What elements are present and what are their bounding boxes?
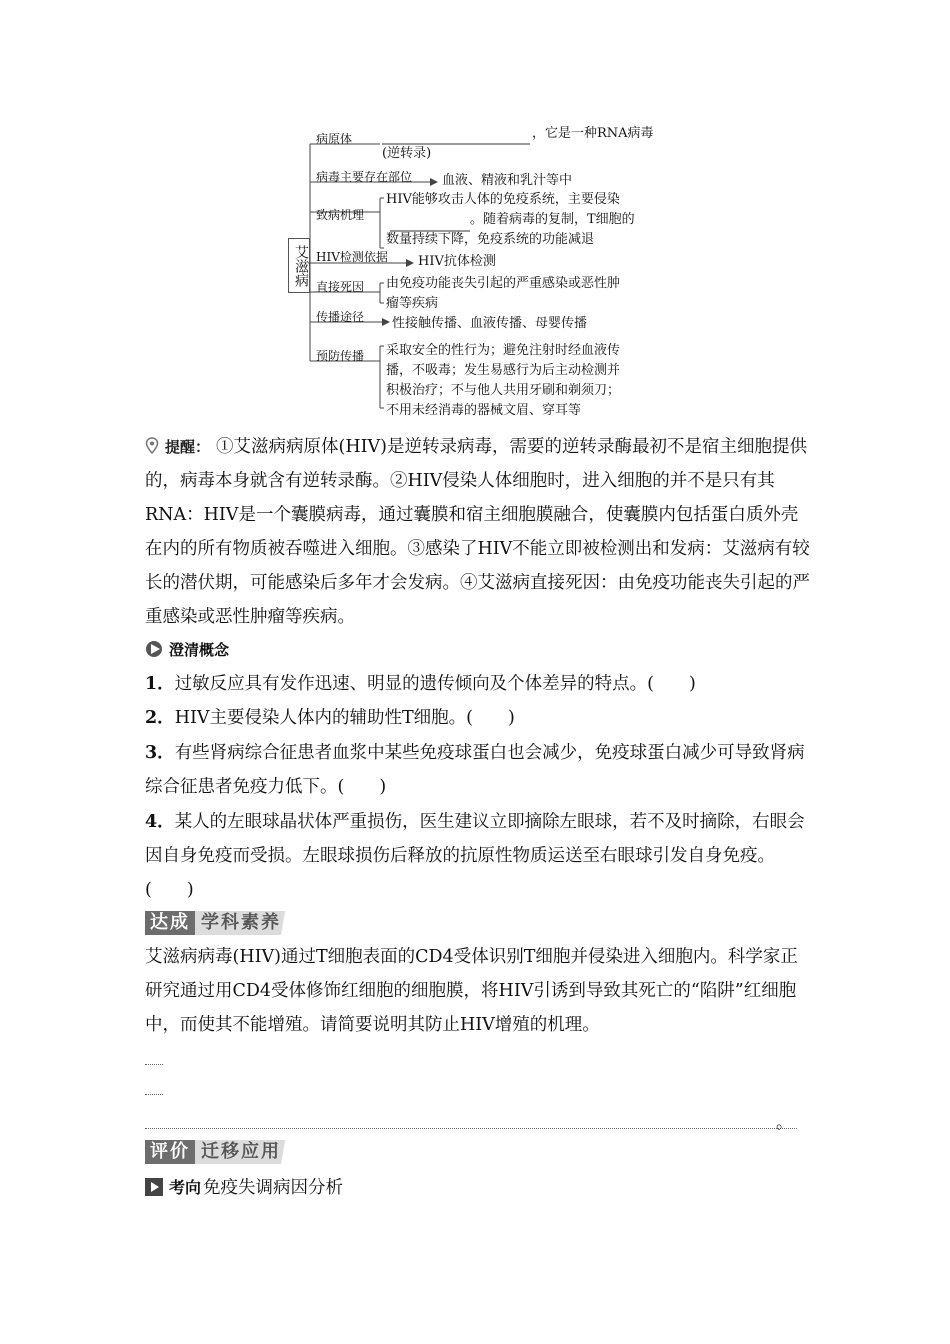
location-pin-icon xyxy=(145,437,159,455)
branch-label-mechanism: 致病机理 xyxy=(316,208,365,222)
kaoxiang-text: 免疫失调病因分析 xyxy=(203,1178,344,1198)
concept-map-root: 艾滋病 xyxy=(288,238,310,293)
clarify-heading xyxy=(145,639,229,660)
question-text: HIV主要侵染人体内的辅助性T细胞。( ) xyxy=(174,708,515,728)
branch-label-location: 病毒主要存在部位 xyxy=(316,170,413,184)
question-number: 2． xyxy=(145,708,175,728)
banner-light-text: 学科素养 xyxy=(195,911,295,935)
question-text: 过敏反应具有发作迅速、明显的遗传倾向及个体差异的特点。( ) xyxy=(174,674,696,694)
literacy-banner xyxy=(145,911,295,935)
question-number: 3． xyxy=(145,743,175,763)
question-text: 有些肾病综合征患者血浆中某些免疫球蛋白也会减少，免疫球蛋白减少可导致肾病综合征患者免疫力低下。( ) xyxy=(145,743,805,797)
kaoxiang-tag: 考向 xyxy=(169,1178,202,1197)
reminder-paragraph xyxy=(145,430,810,634)
answer-line[interactable] xyxy=(145,1064,163,1065)
literacy-paragraph: 艾滋病病毒(HIV)通过T细胞表面的CD4受体识别T细胞并侵染进入细胞内。科学家正研究通过用CD4受体修饰红细胞的细胞膜，将HIV引诱到导致其死亡的“陷阱”红细胞中，而使其不能增殖。请简要说明其防止HIV增殖的机理。 xyxy=(145,947,798,1035)
branch-label-prevention: 预防传播 xyxy=(316,349,365,363)
branch-text: (逆转录) xyxy=(382,146,432,161)
banner-light-text: 迁移应用 xyxy=(195,1140,295,1164)
branch-text: 瘤等疾病 xyxy=(386,296,439,311)
branch-text: 由免疫功能丧失引起的严重感染或恶性肿 xyxy=(386,276,621,291)
kaoxiang-line xyxy=(145,1174,343,1199)
answer-line[interactable] xyxy=(145,1128,797,1129)
question-number: 4． xyxy=(145,812,175,832)
branch-text: HIV能够攻击人体的免疫系统，主要侵染 xyxy=(386,192,620,207)
branch-text: ，它是一种RNA病毒 xyxy=(532,126,654,141)
banner-dark-text: 达成 xyxy=(145,911,195,935)
answer-period: 。 xyxy=(776,1113,793,1133)
play-circle-icon xyxy=(145,640,165,658)
branch-text: 数量持续下降，免疫系统的功能减退 xyxy=(386,232,595,247)
branch-label-detection: HIV检测依据 xyxy=(316,250,388,264)
reminder-title: 提醒： xyxy=(165,438,211,456)
branch-label-transmission: 传播途径 xyxy=(316,310,365,324)
branch-text: 性接触传播、血液传播、母婴传播 xyxy=(392,316,588,331)
branch-text: 血液、精液和乳汁等中 xyxy=(442,173,573,188)
question-text: 某人的左眼球晶状体严重损伤，医生建议立即摘除左眼球，若不及时摘除，右眼会因自身免疫而受损。左眼球损伤后释放的抗原性物质运送至右眼球引发自身免疫。( ) xyxy=(145,812,805,900)
branch-label-pathogen: 病原体 xyxy=(316,132,353,146)
branch-text: HIV抗体检测 xyxy=(418,254,496,269)
banner-dark-text: 评价 xyxy=(145,1140,195,1164)
branch-label-cause: 直接死因 xyxy=(316,280,365,294)
play-square-icon xyxy=(145,1178,163,1196)
question-item xyxy=(145,701,815,735)
question-item xyxy=(145,667,815,701)
answer-line[interactable] xyxy=(145,1094,163,1095)
branch-text: 不用未经消毒的器械文眉、穿耳等 xyxy=(386,403,582,418)
branch-text: 。随着病毒的复制，T细胞的 xyxy=(470,212,635,227)
branch-text: 播，不吸毒；发生易感行为后主动检测并 xyxy=(386,363,621,378)
branch-text: 积极治疗；不与他人共用牙刷和剃须刀； xyxy=(386,383,621,398)
clarify-heading-text: 澄清概念 xyxy=(169,641,230,659)
branch-text: 采取安全的性行为；避免注射时经血液传 xyxy=(386,343,621,358)
evaluate-banner xyxy=(145,1140,295,1164)
concept-map xyxy=(280,118,680,423)
question-number: 1． xyxy=(145,674,175,694)
question-item xyxy=(145,736,815,804)
question-item xyxy=(145,805,815,907)
reminder-text: ①艾滋病病原体(HIV)是逆转录病毒，需要的逆转录酶最初不是宿主细胞提供的，病毒本身就含有逆转录酶。②HIV侵染人体细胞时，进入细胞的并不是只有其RNA：HIV是一个囊膜病毒，通过囊膜和宿主细胞膜融合，使囊膜内包括蛋白质外壳在内的所有物质被吞噬进入细胞。③感染了HIV不能立即被检测出和发病：艾滋病有较长的潜伏期，可能感染后多年才会发病。④艾滋病直接死因：由免疫功能丧失引起的严重感染或恶性肿瘤等疾病。 xyxy=(145,437,810,627)
